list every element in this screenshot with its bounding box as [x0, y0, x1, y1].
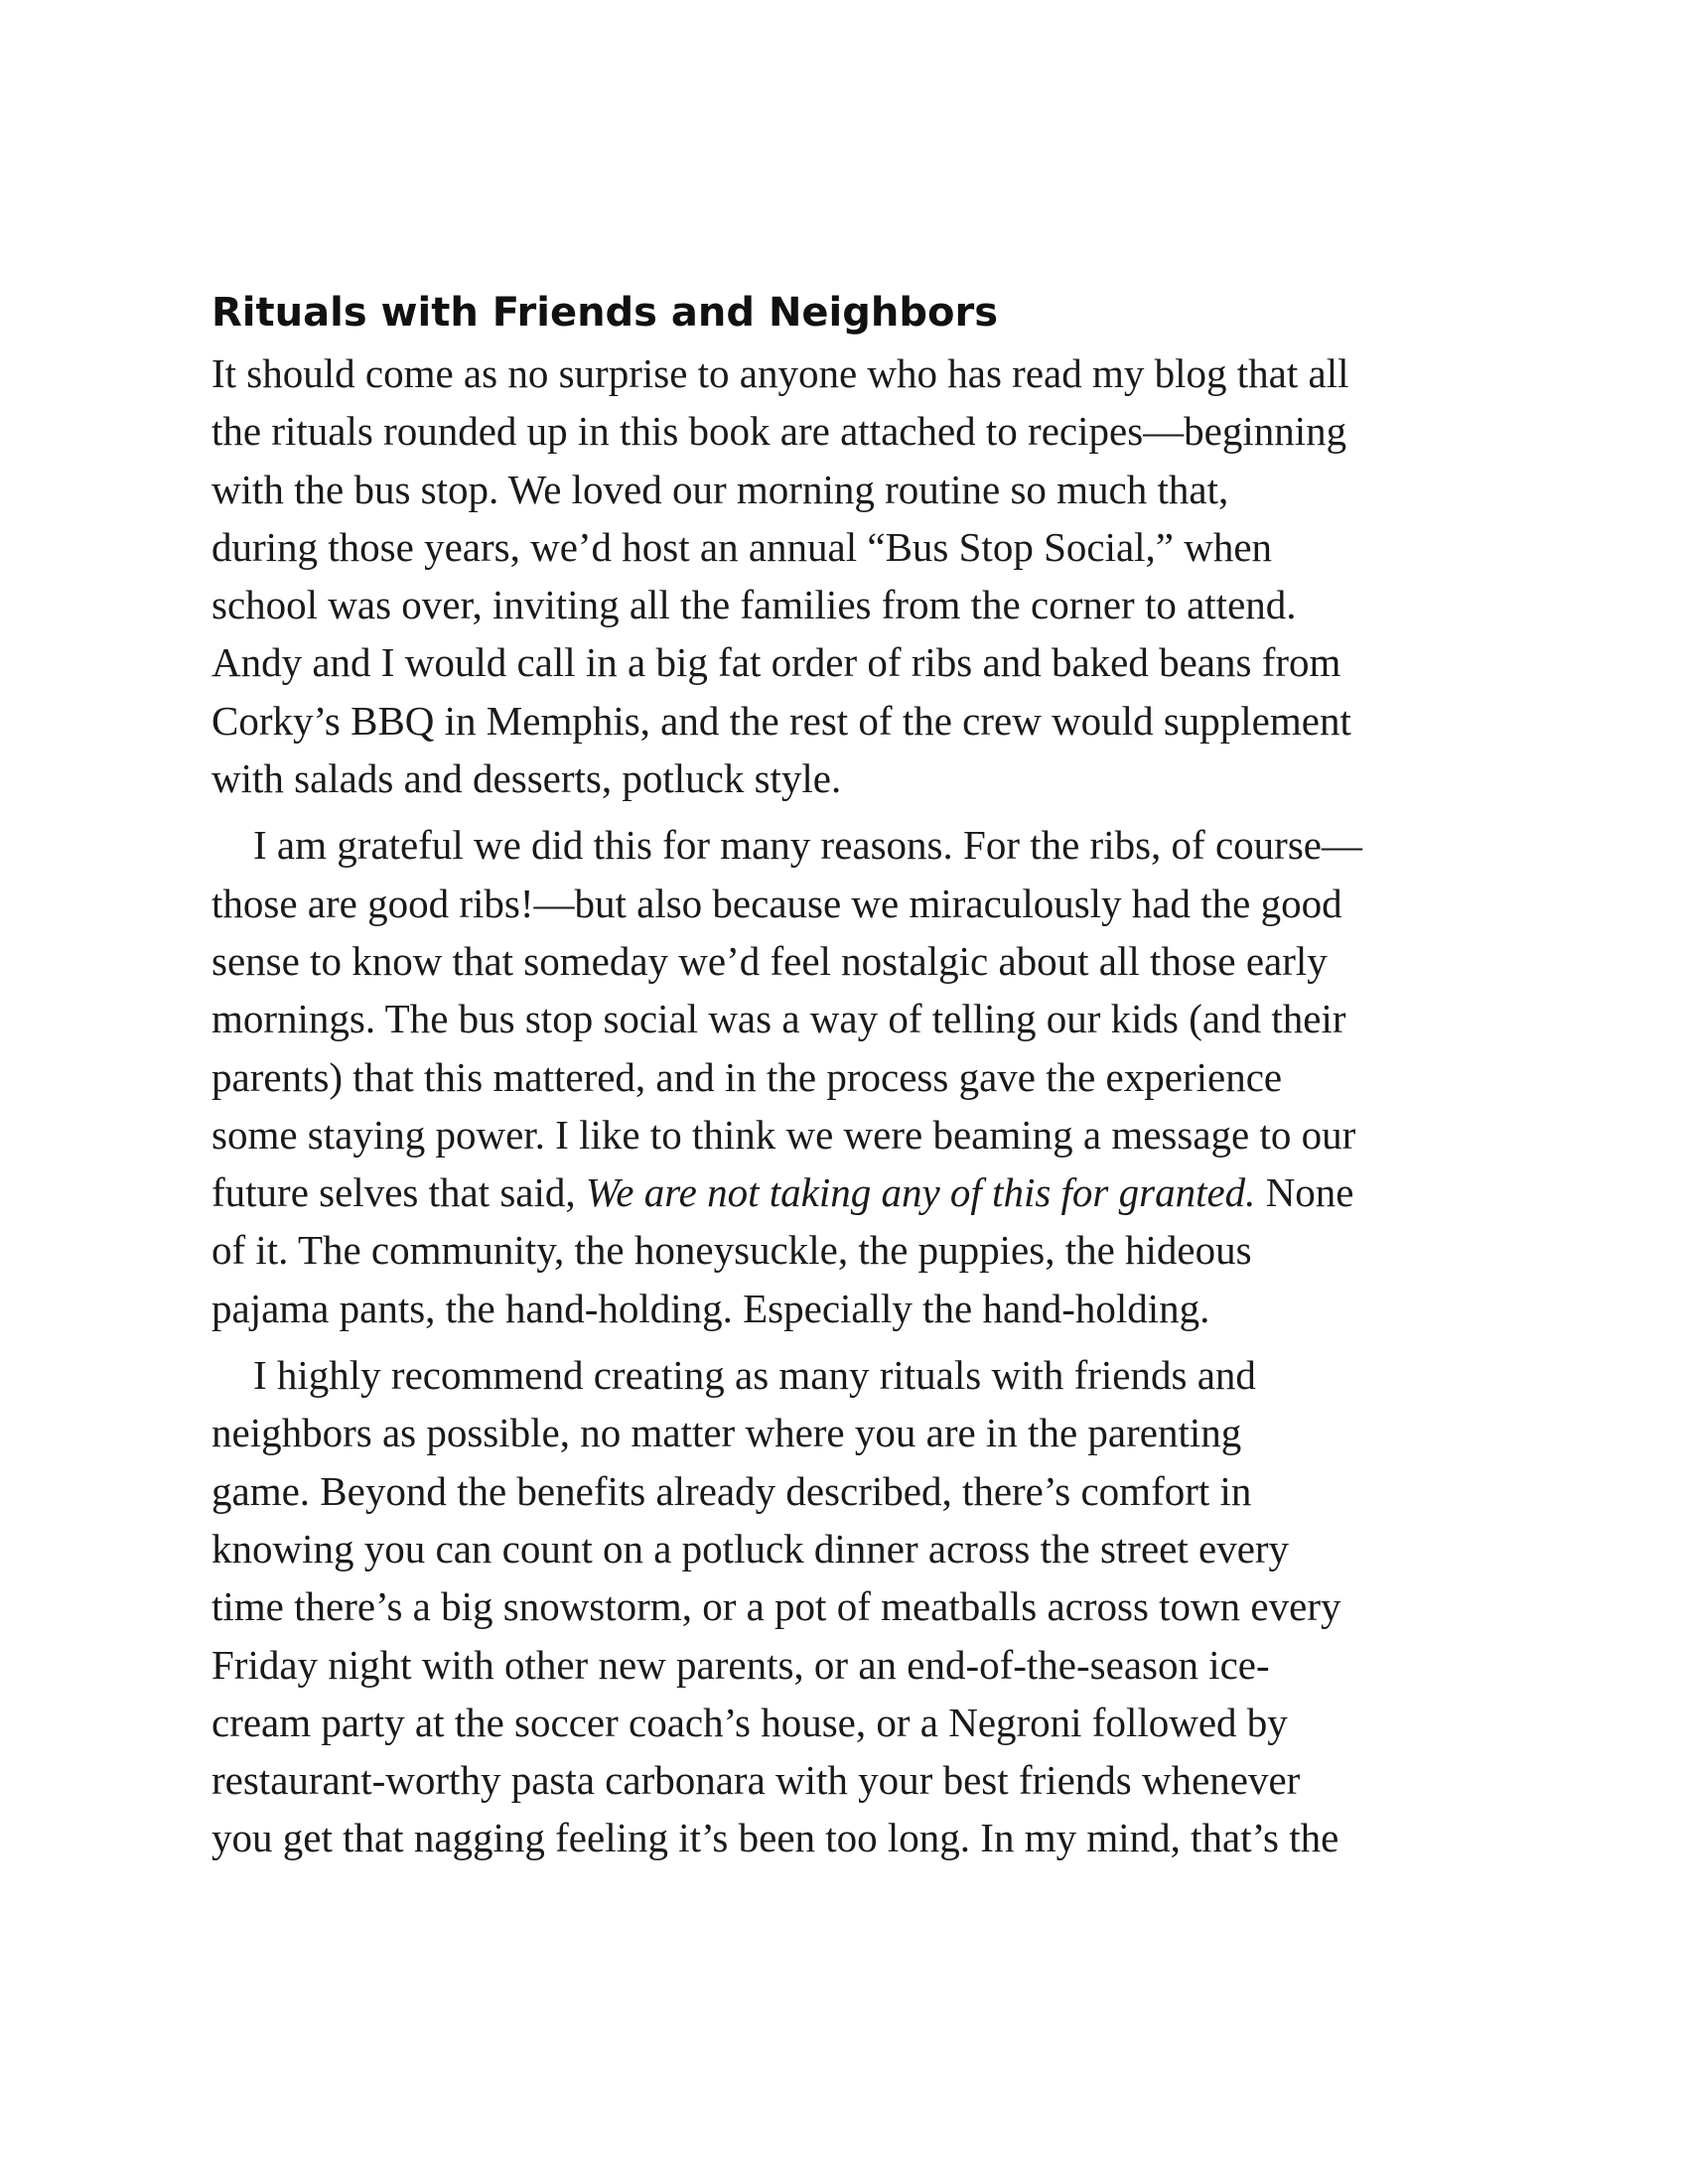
text-line: the rituals rounded up in this book are attached to recipes—beginning: [211, 408, 1347, 455]
body-paragraph-1: [211, 344, 1502, 807]
text-line: I highly recommend creating as many rituals with friends and: [253, 1352, 1256, 1399]
text-line: during those years, we’d host an annual “Bus Stop Social,” when: [211, 523, 1273, 570]
text-line: parents) that this mattered, and in the process gave the experience: [211, 1053, 1283, 1100]
text-line: It should come as no surprise to anyone who has read my blog that all: [211, 350, 1349, 396]
text-line-with-italic: [211, 1163, 1502, 1221]
text-line: those are good ribs!—but also because we miraculously had the good: [211, 880, 1342, 926]
text-line: pajama pants, the hand-holding. Especially the hand-holding.: [211, 1285, 1210, 1331]
text-line: some staying power. I like to think we were beaming a message to our: [211, 1111, 1356, 1158]
italic-emphasis: We are not taking any of this for granted.: [585, 1169, 1256, 1216]
text-line: sense to know that someday we’d feel nostalgic about all those early: [211, 937, 1328, 984]
text-line: with the bus stop. We loved our morning routine so much that,: [211, 466, 1229, 512]
text-line: neighbors as possible, no matter where you are in the parenting: [211, 1410, 1242, 1456]
body-paragraph-3: [211, 1346, 1502, 1867]
text-line: Andy and I would call in a big fat order of ribs and baked beans from: [211, 639, 1341, 686]
text-line: I am grateful we did this for many reasons. For the ribs, of course—: [253, 822, 1362, 869]
text-line: of it. The community, the honeysuckle, the puppies, the hideous: [211, 1227, 1252, 1274]
text-line: time there’s a big snowstorm, or a pot of meatballs across town every: [211, 1583, 1341, 1630]
text-line: school was over, inviting all the families from the corner to attend.: [211, 582, 1297, 628]
text-fragment: future selves that said,: [211, 1169, 586, 1216]
text-line: you get that nagging feeling it’s been too long. In my mind, that’s the: [211, 1815, 1339, 1861]
text-line: mornings. The bus stop social was a way of telling our kids (and their: [211, 996, 1346, 1042]
text-line: knowing you can count on a potluck dinner across the street every: [211, 1525, 1290, 1571]
body-paragraph-2: [211, 816, 1502, 1337]
text-line: Corky’s BBQ in Memphis, and the rest of the crew would supplement: [211, 697, 1351, 744]
text-line: with salads and desserts, potluck style.: [211, 755, 842, 802]
text-fragment: None: [1255, 1169, 1354, 1216]
text-line: cream party at the soccer coach’s house, or a Negroni followed by: [211, 1699, 1288, 1745]
text-line: restaurant-worthy pasta carbonara with your best friends whenever: [211, 1757, 1301, 1804]
text-line: game. Beyond the benefits already described, there’s comfort in: [211, 1467, 1252, 1514]
page-content: [211, 281, 1502, 1867]
text-line: Friday night with other new parents, or an end-of-the-season ice-: [211, 1641, 1270, 1688]
section-heading: Rituals with Friends and Neighbors: [211, 290, 999, 336]
